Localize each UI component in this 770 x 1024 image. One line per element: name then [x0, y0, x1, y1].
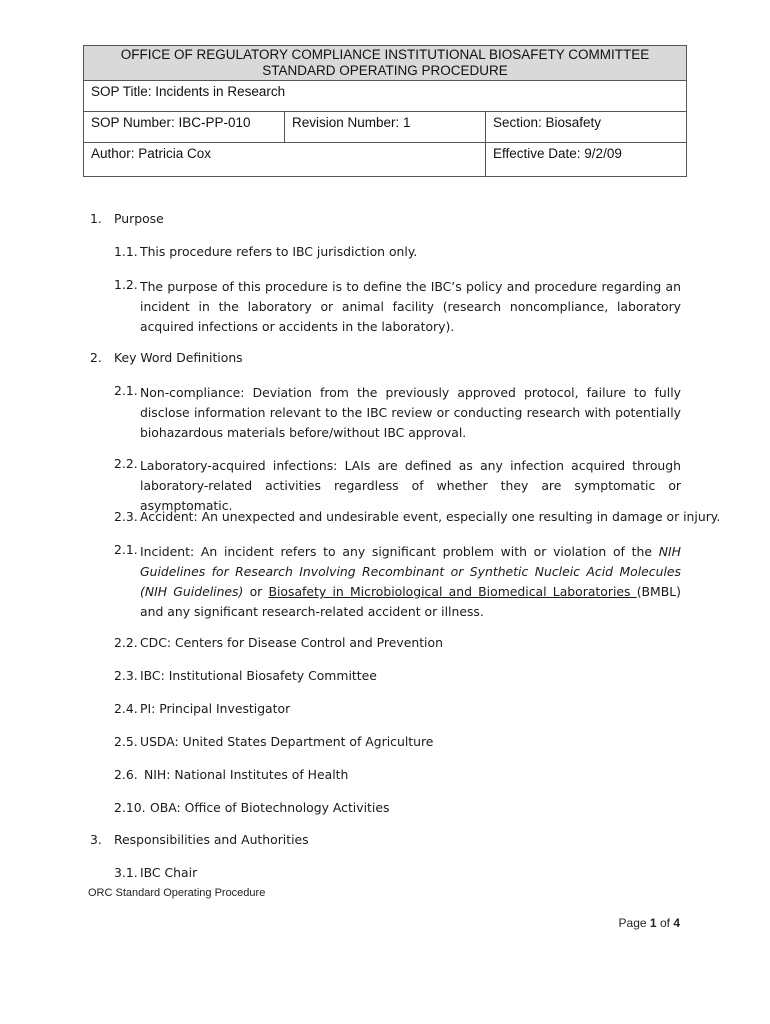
incident-text-a: Incident: An incident refers to any significant problem with or violation of the — [140, 544, 659, 559]
page-word: Page — [618, 916, 647, 930]
item-number: 2.1. — [114, 383, 138, 398]
footer-label: ORC Standard Operating Procedure — [88, 887, 266, 899]
author-row — [84, 143, 686, 176]
revision-number: Revision Number: 1 — [285, 112, 486, 142]
effective-date: Effective Date: 9/2/09 — [493, 146, 622, 161]
item-text: IBC: Institutional Biosafety Committee — [140, 668, 377, 683]
item-paragraph: The purpose of this procedure is to define the IBC’s policy and procedure regarding an incident in the laboratory or animal facility (research noncompliance, laboratory acquired infections or accidents in the laboratory). — [140, 279, 681, 334]
item-number: 3.1. — [114, 865, 138, 880]
section-heading-responsibilities: Responsibilities and Authorities — [114, 832, 309, 847]
bmbl-title: Biosafety in Microbiological and Biomedical Laboratories — [268, 584, 637, 599]
item-number: 2.5. — [114, 734, 138, 749]
sop-title: SOP Title: Incidents in Research — [91, 84, 286, 99]
sop-number: SOP Number: IBC-PP-010 — [84, 112, 285, 142]
section-heading-definitions: Key Word Definitions — [114, 350, 243, 365]
sop-header-table — [83, 45, 687, 177]
item-number: 2.10. — [114, 800, 146, 815]
item-text: PI: Principal Investigator — [140, 701, 291, 716]
item-text: USDA: United States Department of Agriculture — [140, 734, 434, 749]
item-text: OBA: Office of Biotechnology Activities — [150, 800, 390, 815]
page-current: 1 — [649, 916, 657, 930]
item-paragraph: Non-compliance: Deviation from the previously approved protocol, failure to fully disclose information relevant to the IBC review or conducting research with potentially biohazardous materials before/without IBC approval. — [140, 385, 681, 440]
item-number: 2.2. — [114, 456, 138, 471]
item-text: NIH: National Institutes of Health — [144, 767, 349, 782]
item-number: 2.2. — [114, 635, 138, 650]
page-of: of — [659, 916, 670, 930]
item-text: This procedure refers to IBC jurisdiction only. — [140, 244, 418, 259]
nih-guidelines-title: NIH Guidelines for Research Involving Recombinant or Synthetic Nucleic Acid Molecules (NIH Guidelines) — [140, 544, 681, 599]
section-number: 1. — [90, 211, 102, 226]
item-text: IBC Chair — [140, 865, 198, 880]
item-number: 2.3. — [114, 509, 138, 524]
section-heading-purpose: Purpose — [114, 211, 164, 226]
item-number: 2.4. — [114, 701, 138, 716]
sop-number-row — [84, 112, 686, 143]
item-text: CDC: Centers for Disease Control and Prevention — [140, 635, 443, 650]
item-text: Accident: An unexpected and undesirable event, especially one resulting in damage or injury. — [140, 509, 721, 524]
item-paragraph: Laboratory-acquired infections: LAIs are defined as any infection acquired through laboratory-related activities regardless of whether they are symptomatic or asymptomatic. — [140, 458, 681, 513]
item-number: 2.6. — [114, 767, 138, 782]
section-number: 3. — [90, 832, 102, 847]
item-number: 2.3. — [114, 668, 138, 683]
page-number — [619, 916, 680, 930]
page-total: 4 — [673, 916, 680, 930]
item-number: 2.1. — [114, 542, 138, 557]
item-number: 1.1. — [114, 244, 138, 259]
office-title: OFFICE OF REGULATORY COMPLIANCE INSTITUTIONAL BIOSAFETY COMMITTEE STANDARD OPERATING PROCEDURE — [84, 46, 686, 81]
incident-text-e: (BMBL) and any significant research-related accident or illness. — [140, 584, 681, 619]
author: Author: Patricia Cox — [84, 143, 486, 176]
incident-text-c: or — [243, 584, 269, 599]
item-number: 1.2. — [114, 277, 138, 292]
item-paragraph-incident — [140, 542, 681, 622]
section: Section: Biosafety — [493, 115, 602, 130]
section-number: 2. — [90, 350, 102, 365]
sop-title-row — [84, 81, 686, 112]
